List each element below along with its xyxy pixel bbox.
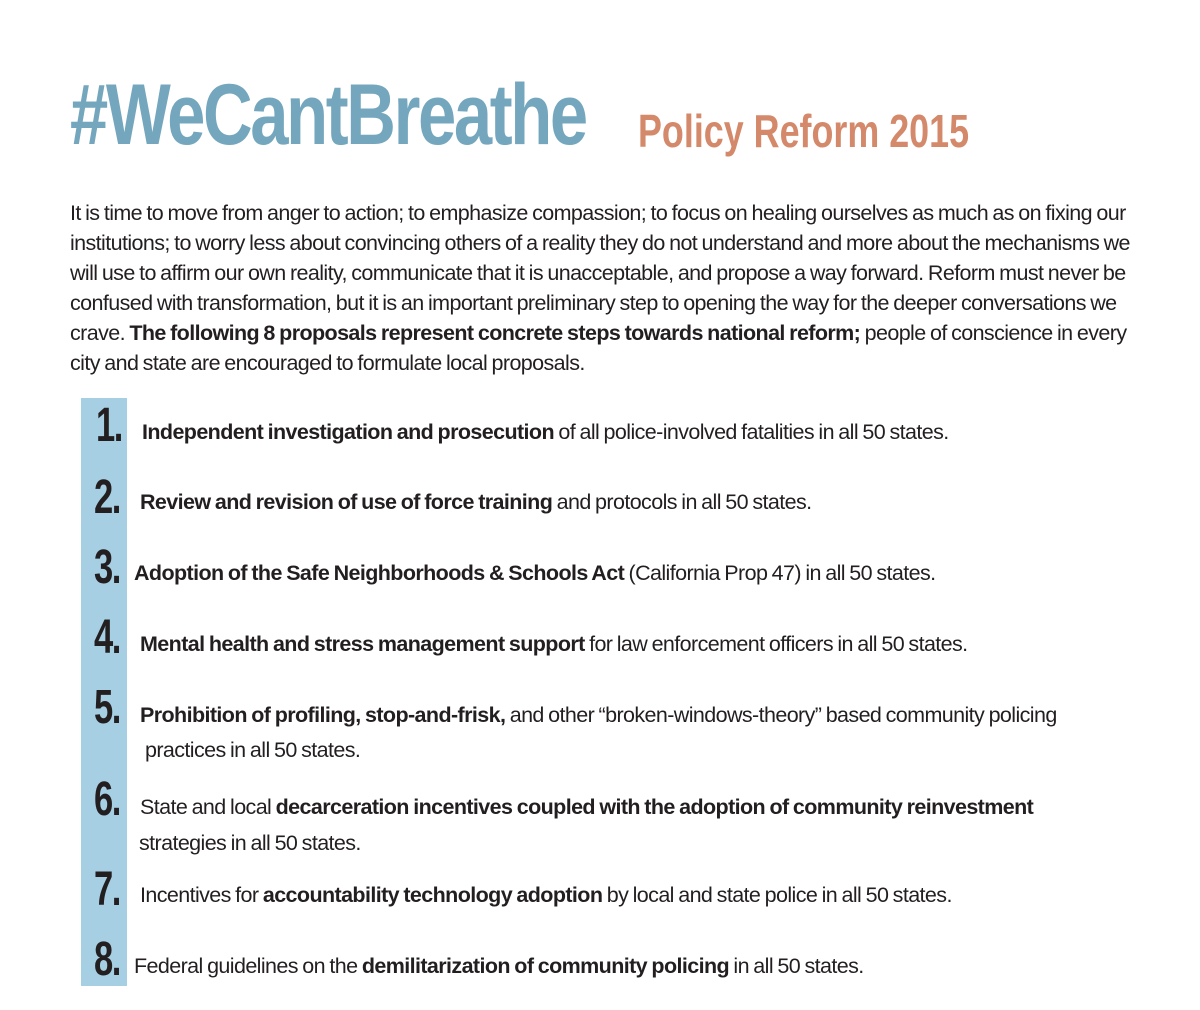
proposal-number: 1. bbox=[96, 399, 122, 452]
proposal-item bbox=[140, 877, 952, 913]
proposal-post: by local and state police in all 50 states. bbox=[602, 883, 952, 907]
header bbox=[70, 67, 970, 163]
proposal-item bbox=[134, 948, 864, 984]
proposal-number: 5. bbox=[94, 681, 120, 734]
proposal-bold: accountability technology adoption bbox=[262, 883, 603, 907]
proposal-number: 6. bbox=[94, 773, 120, 826]
proposal-item-continuation: practices in all 50 states. bbox=[145, 738, 361, 762]
proposal-bold: Adoption of the Safe Neighborhoods & Schools Act bbox=[134, 561, 625, 585]
proposal-item bbox=[140, 626, 968, 662]
page-title: #WeCantBreathe bbox=[70, 67, 586, 163]
proposal-bold: demilitarization of community policing bbox=[361, 954, 730, 978]
proposal-item bbox=[134, 555, 936, 591]
proposal-pre: Incentives for bbox=[140, 883, 263, 907]
proposal-bold: Mental health and stress management support bbox=[140, 632, 585, 656]
proposal-number: 8. bbox=[94, 933, 120, 986]
proposal-item bbox=[142, 414, 949, 450]
proposal-bold: decarceration incentives coupled with the adoption of community reinvestment bbox=[275, 795, 1034, 819]
proposal-post: (California Prop 47) in all 50 states. bbox=[624, 561, 936, 585]
proposal-number: 2. bbox=[94, 471, 120, 524]
proposal-pre: State and local bbox=[140, 795, 276, 819]
proposal-number: 3. bbox=[94, 541, 120, 594]
intro-text: It is time to move from anger to action; to emphasize compassion; to focus on healing ourselves as much as on fixing our institutions; to worry less about convincing others of a reality they do not understand and more about the mechanisms we will use to affirm our own reality, communicate that it is unacceptable, and propose a way forward. Reform must never be confused with transformation, but it is an important preliminary step to opening the way for the deeper conversations we crave. bbox=[70, 201, 1130, 345]
proposal-post: and protocols in all 50 states. bbox=[552, 490, 812, 514]
proposal-number: 7. bbox=[94, 863, 120, 916]
proposal-post: in all 50 states. bbox=[729, 954, 864, 978]
intro-tail-text: people of conscience in every city and state are encouraged to formulate local proposals. bbox=[70, 321, 1127, 375]
proposal-bold: Review and revision of use of force training bbox=[140, 490, 553, 514]
proposal-bold: Independent investigation and prosecution bbox=[142, 420, 554, 444]
proposal-post: and other “broken-windows-theory” based community policing bbox=[505, 703, 1057, 727]
proposal-item bbox=[140, 484, 811, 520]
proposal-number: 4. bbox=[94, 611, 120, 664]
page-subtitle: Policy Reform 2015 bbox=[638, 105, 970, 157]
proposal-item-continuation: strategies in all 50 states. bbox=[139, 831, 361, 855]
proposal-pre: Federal guidelines on the bbox=[134, 954, 362, 978]
proposal-bold: Prohibition of profiling, stop-and-frisk, bbox=[140, 703, 506, 727]
proposal-item bbox=[140, 697, 1057, 733]
proposal-post: of all police-involved fatalities in all 50 states. bbox=[554, 420, 949, 444]
intro-bold-text: The following 8 proposals represent concrete steps towards national reform; bbox=[129, 321, 861, 345]
intro-paragraph bbox=[70, 198, 1130, 378]
proposal-item bbox=[140, 789, 1033, 825]
proposal-post: for law enforcement officers in all 50 states. bbox=[584, 632, 968, 656]
